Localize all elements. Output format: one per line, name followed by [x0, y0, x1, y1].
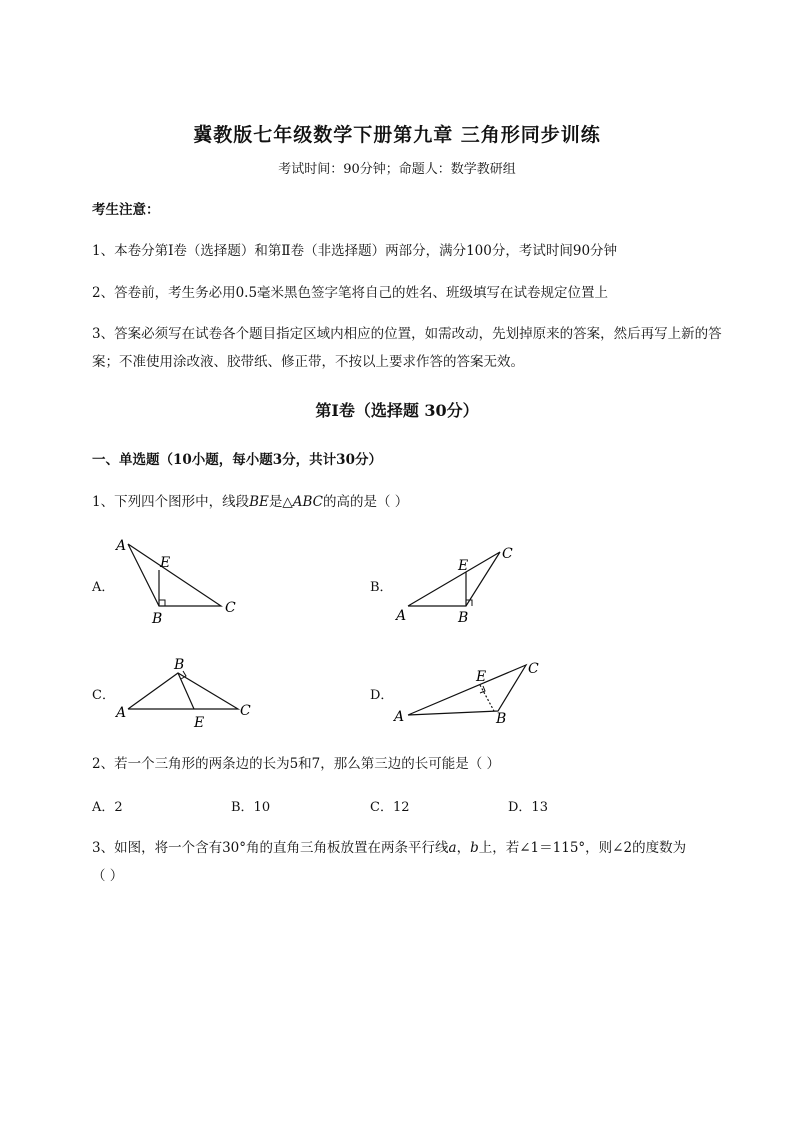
q1-prefix: 1、下列四个图形中，线段: [92, 494, 250, 510]
q1-segment: BE: [249, 494, 269, 510]
q2-choice-d[interactable]: D．13: [508, 800, 548, 815]
q1-option-d-label[interactable]: D．: [370, 688, 394, 703]
triangle-b: [408, 552, 500, 606]
label-b-c: B: [174, 657, 185, 673]
q1-option-c-figure: [112, 655, 262, 735]
q2-choice-a[interactable]: A．2: [92, 800, 123, 815]
section-title: 第I卷（选择题 30分）: [315, 401, 479, 420]
label-a-b: A: [396, 608, 407, 624]
label-c-d: C: [528, 661, 539, 677]
q2-choice-c[interactable]: C．12: [370, 800, 410, 815]
q1-option-c-label[interactable]: C．: [92, 688, 115, 703]
triangle-a: [128, 544, 221, 606]
label-a-d: A: [394, 709, 405, 725]
q2-choice-b[interactable]: B．10: [231, 800, 271, 815]
q1-option-b-figure: [390, 540, 530, 630]
label-b-d: B: [496, 711, 507, 727]
label-a-c: A: [116, 705, 127, 721]
question-1: [92, 488, 752, 516]
page-subtitle: 考试时间：90分钟；命题人：数学教研组: [278, 162, 516, 177]
right-angle-mark-a: [159, 600, 165, 606]
label-c-a: C: [225, 600, 236, 616]
q3-prefix: 3、如图，将一个含有30°角的直角三角板放置在两条平行线: [92, 840, 449, 856]
segment-be-d: [480, 685, 494, 711]
q3-var-a: a: [448, 840, 457, 856]
label-b-a: B: [152, 611, 163, 627]
q1-option-a-label[interactable]: A．: [92, 580, 115, 595]
page-title: 冀教版七年级数学下册第九章 三角形同步训练: [193, 124, 601, 146]
notice-item-3: 3、答案必须写在试卷各个题目指定区域内相应的位置，如需改动，先划掉原来的答案，然后再写上新的答案；不准使用涂改液、胶带纸、修正带，不按以上要求作答的答案无效。: [92, 326, 722, 370]
question-3: [92, 834, 752, 890]
triangle-d: [408, 665, 526, 715]
q3-var-b: b: [470, 840, 479, 856]
q3-suffix: （ ）: [92, 868, 124, 884]
label-e-b: E: [458, 558, 469, 574]
notice-heading: 考生注意：: [92, 202, 160, 218]
question-2: 2、若一个三角形的两条边的长为5和7，那么第三边的长可能是（ ）: [92, 756, 501, 772]
label-c-c: C: [240, 703, 251, 719]
q1-suffix: 的高的是（ ）: [323, 494, 409, 510]
label-e-c: E: [194, 715, 205, 731]
label-e-a: E: [160, 555, 171, 571]
q3-sep: ，: [456, 840, 471, 856]
label-a-a: A: [116, 538, 127, 554]
label-b-b: B: [458, 610, 469, 626]
label-c-b: C: [502, 546, 513, 562]
notice-item-1: 1、本卷分第I卷（选择题）和第Ⅱ卷（非选择题）两部分，满分100分，考试时间90分钟: [92, 243, 618, 259]
label-e-d: E: [476, 669, 487, 685]
q1-option-a-figure: [110, 532, 250, 632]
q1-option-b-label[interactable]: B．: [370, 580, 393, 595]
q1-option-d-figure: [390, 655, 550, 735]
triangle-c: [128, 673, 238, 709]
q3-middle: 上，若∠1＝115°，则∠2的度数为: [478, 840, 687, 856]
part-title: 一、单选题（10小题，每小题3分，共计30分）: [92, 452, 382, 468]
q1-triangle: ABC: [292, 494, 324, 510]
q1-middle: 是△: [268, 494, 293, 510]
notice-item-2: 2、答卷前，考生务必用0.5毫米黑色签字笔将自己的姓名、班级填写在试卷规定位置上: [92, 285, 609, 301]
